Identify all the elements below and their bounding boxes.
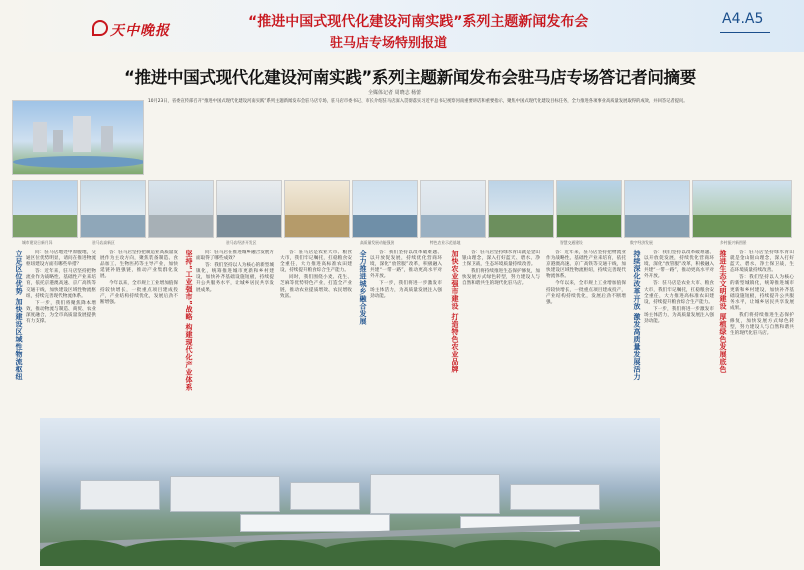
article-column bbox=[370, 250, 442, 416]
article-headline: “推进中国式现代化建设河南实践”系列主题新闻发布会驻马店专场答记者问摘要 bbox=[124, 68, 696, 87]
page-number: A4.A5 bbox=[722, 11, 764, 27]
article-column bbox=[546, 250, 626, 416]
paragraph: 同时，我们围绕小麦、花生、芝麻等优势特色产业，打造全产业链，推动农业提质增效、农民增收致富。 bbox=[280, 275, 352, 299]
photo-caption: 数字经济发展 bbox=[630, 240, 653, 245]
photo-thumb bbox=[80, 180, 146, 238]
photo-thumb bbox=[420, 180, 486, 238]
photo-caption: 特色农业示范基地 bbox=[430, 240, 461, 245]
column-heading: 全力推进城乡融合发展 bbox=[359, 250, 367, 325]
photo-caption: 驻马店高新区 bbox=[92, 240, 115, 245]
paragraph: 答：驻马店坚持绿水青山就是金山银山理念，深入打好蓝天、碧水、净土保卫战，生态环境质量持续改善。 bbox=[730, 250, 794, 274]
article-column bbox=[196, 250, 274, 416]
article-lead: 10月23日，省委宣传部召开“推进中国式现代化建设河南实践”系列主题新闻发布会驻马店专场，驻马店市委书记、市长介绍驻马店深入贯彻落实习近平总书记视察河南重要讲话和重要指示，聚焦中国式现代化建设目标任务，全力推进各项事业高质量发展取得的成效，并回答记者提问。 bbox=[148, 99, 688, 104]
photo-caption: 城市建设日新月异 bbox=[22, 240, 53, 245]
paragraph: 我们将持续推进生态保护修复，加快发展方式绿色转型，努力建设人与自然和谐共生的现代化驻马店。 bbox=[462, 269, 540, 287]
photo-caption: 智慧交通建设 bbox=[560, 240, 583, 245]
photo-caption: 乡村振兴新图景 bbox=[720, 240, 747, 245]
photo-thumb bbox=[488, 180, 554, 238]
paragraph: 答：近年来，驻马店坚持把物流业作为战略性、基础性产业来培育，依托京港澳高速、京广高铁等交通干线，加快建设区域性物流枢纽，持续完善现代物流体系。 bbox=[546, 250, 626, 280]
paragraph: 答：驻马店是农业大市、粮食大市，我们牢记嘱托，扛稳粮食安全重任，大力推进高标准农田建设，持续提升粮食综合生产能力。 bbox=[280, 250, 352, 274]
paragraph: 今年以来，全市规上工业增加值保持较快增长，一批重点项目建成投产，产业结构持续优化，发展后劲不断增强。 bbox=[100, 281, 178, 305]
newspaper-logo-icon bbox=[92, 20, 108, 36]
paragraph: 答：驻马店是农业大市、粮食大市，我们牢记嘱托，扛稳粮食安全重任，大力推进高标准农田建设，持续提升粮食综合生产能力。 bbox=[644, 281, 714, 305]
page-section-title: “推进中国式现代化建设河南实践”系列主题新闻发布会 bbox=[248, 14, 589, 30]
paragraph: 答：我们坚持以人为核心的新型城镇化，统筹推进城市更新和乡村建设，加快补齐基础设施短板，持续提升公共服务水平，让城乡居民共享发展成果。 bbox=[730, 275, 794, 311]
masthead bbox=[0, 0, 804, 52]
photo-thumb bbox=[624, 180, 690, 238]
paragraph: 我们将持续推进生态保护修复，加快发展方式绿色转型，努力建设人与自然和谐共生的现代化驻马店。 bbox=[730, 312, 794, 337]
paragraph: 下一步，我们将进一步激发市场主体活力，为高质量发展注入强劲动能。 bbox=[644, 306, 714, 325]
city-skyline-photo bbox=[12, 100, 144, 175]
photo-caption: 高质量发展动能强劲 bbox=[360, 240, 395, 245]
paragraph: 答：近年来，驻马店坚持把物流业作为战略性、基础性产业来培育，依托京港澳高速、京广高铁等交通干线，加快建设区域性物流枢纽，持续完善现代物流体系。 bbox=[26, 269, 96, 299]
paragraph: 下一步，我们将聚焦降本增效，推动物流与制造、商贸、农业深度融合，为全市高质量发展提供有力支撑。 bbox=[26, 300, 96, 325]
page-section-subtitle: 驻马店专场特别报道 bbox=[330, 36, 448, 51]
paragraph: 答：驻马店坚持绿水青山就是金山银山理念，深入打好蓝天、碧水、净土保卫战，生态环境质量持续改善。 bbox=[462, 250, 540, 268]
paragraph: 问：驻马店地处中原腹地，交通区位优势明显，请问在推进物流枢纽建设方面有哪些举措？ bbox=[26, 250, 96, 268]
column-heading: 立足区位优势 加快建设区域性物流枢纽 bbox=[15, 250, 23, 381]
paragraph: 下一步，我们将进一步激发市场主体活力，为高质量发展注入强劲动能。 bbox=[370, 281, 442, 299]
article-column bbox=[100, 250, 178, 416]
paragraph: 今年以来，全市规上工业增加值保持较快增长，一批重点项目建成投产，产业结构持续优化，发展后劲不断增强。 bbox=[546, 281, 626, 305]
article-column bbox=[280, 250, 352, 416]
column-heading: 推进生态文明建设 厚植绿色发展底色 bbox=[719, 250, 727, 373]
photo-thumb bbox=[12, 180, 78, 238]
paragraph: 答：我们坚持以人为核心的新型城镇化，统筹推进城市更新和乡村建设，加快补齐基础设施短板，持续提升公共服务水平，让城乡居民共享发展成果。 bbox=[196, 263, 274, 293]
paragraph: 答：我们坚持以改革破难题、以开放促发展，持续优化营商环境，深化“放管服”改革，积极融入共建“一带一路”，推动更高水平对外开放。 bbox=[644, 250, 714, 280]
article-column bbox=[26, 250, 96, 416]
paragraph: 问：驻马店在推进城乡融合发展方面取得了哪些成效？ bbox=[196, 250, 274, 262]
paragraph: 答：我们坚持以改革破难题、以开放促发展，持续优化营商环境，深化“放管服”改革，积极融入共建“一带一路”，推动更高水平对外开放。 bbox=[370, 250, 442, 280]
column-heading: 坚持“工业强市”战略 构建现代化产业体系 bbox=[185, 250, 193, 391]
page-number-rule bbox=[720, 32, 770, 33]
article-byline: 全媒体记者 周晓志 杨蕾 bbox=[368, 90, 422, 96]
photo-thumb bbox=[556, 180, 622, 238]
photo-thumb bbox=[692, 180, 792, 238]
article-column bbox=[730, 250, 794, 550]
column-heading: 持续深化改革开放 激发高质量发展活力 bbox=[633, 250, 641, 381]
photo-thumb bbox=[148, 180, 214, 238]
photo-thumb bbox=[284, 180, 350, 238]
article-column bbox=[462, 250, 540, 416]
column-heading: 加快农业强市建设 打造特色农业品牌 bbox=[451, 250, 459, 373]
photo-thumb bbox=[352, 180, 418, 238]
newspaper-logo: 天中晚报 bbox=[110, 23, 170, 39]
industrial-park-photo bbox=[40, 418, 660, 566]
paragraph: 答：驻马店坚持把制造业高质量发展作为主攻方向，聚焦装备制造、食品加工、生物医药等主导产业，加快延链补链强链，推动产业集群化发展。 bbox=[100, 250, 178, 280]
photo-caption: 驻马店经济开发区 bbox=[226, 240, 257, 245]
photo-thumb bbox=[216, 180, 282, 238]
